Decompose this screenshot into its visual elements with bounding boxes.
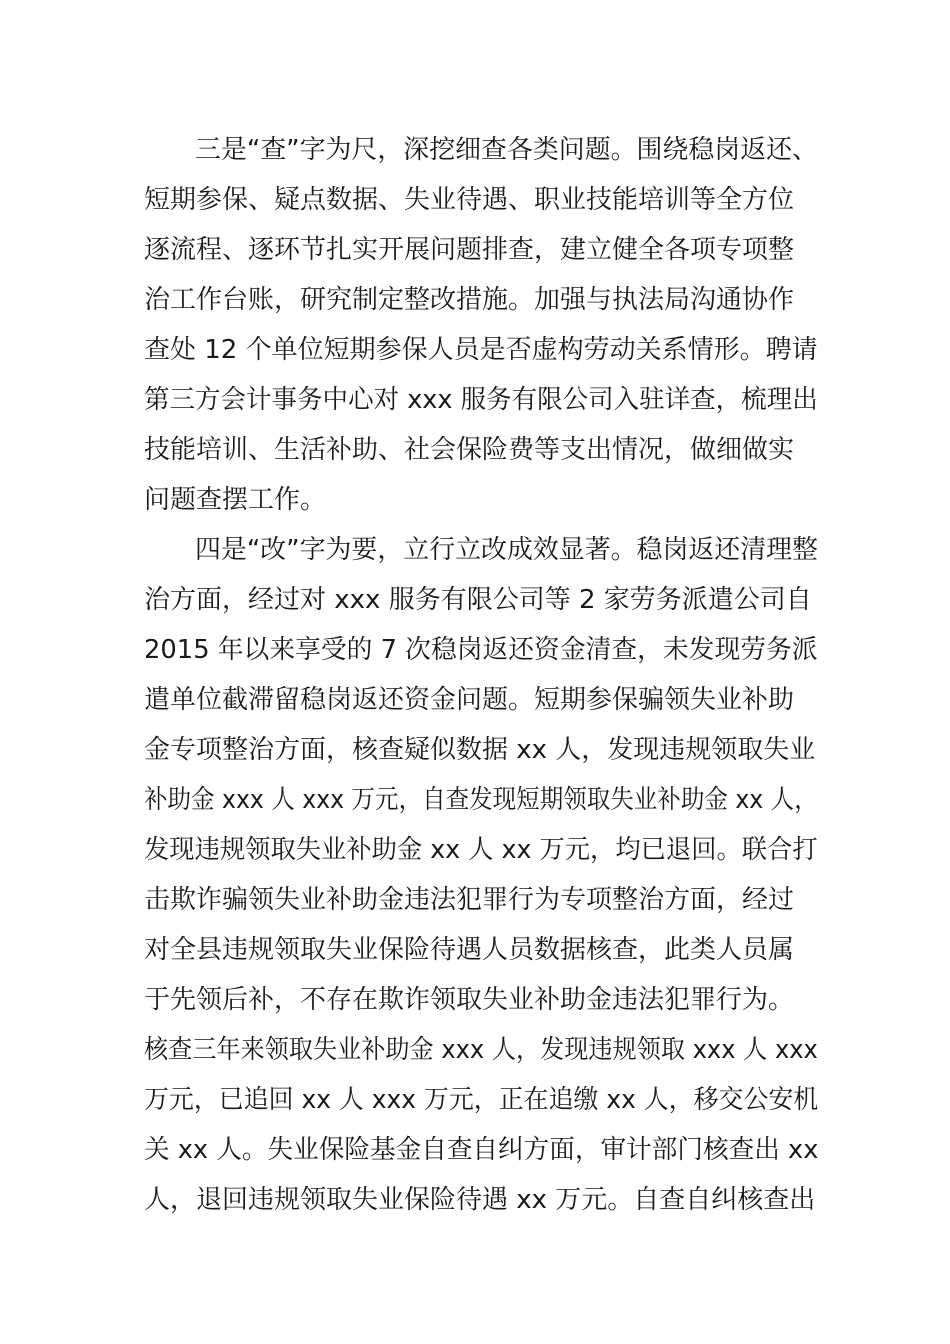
paragraph-2-line-7: 发现违规领取失业补助金 xx 人 xx 万元，均已退回。联合打 <box>144 835 818 865</box>
paragraph-1-line-6: 第三方会计事务中心对 xxx 服务有限公司入驻详查，梳理出 <box>144 385 818 415</box>
paragraph-1-line-2: 短期参保、疑点数据、失业待遇、职业技能培训等全方位 <box>144 185 795 215</box>
paragraph-2-line-5: 金专项整治方面，核查疑似数据 xx 人，发现违规领取失业 <box>144 735 816 765</box>
paragraph-2-line-12: 万元，已追回 xx 人 xxx 万元，正在追缴 xx 人，移交公安机 <box>144 1085 819 1115</box>
paragraph-2-line-8: 击欺诈骗领失业补助金违法犯罪行为专项整治方面，经过 <box>144 885 795 915</box>
paragraph-2-line-10: 于先领后补，不存在欺诈领取失业补助金违法犯罪行为。 <box>144 985 795 1015</box>
paragraph-1-line-4: 治工作台账，研究制定整改措施。加强与执法局沟通协作 <box>144 285 795 315</box>
paragraph-2-line-14: 人，退回违规领取失业保险待遇 xx 万元。自查自纠核查出 <box>144 1185 816 1215</box>
paragraph-2-line-13: 关 xx 人。失业保险基金自查自纠方面，审计部门核查出 xx <box>144 1135 819 1165</box>
paragraph-2-line-2: 治方面，经过对 xxx 服务有限公司等 2 家劳务派遣公司自 <box>144 585 812 615</box>
paragraph-1-line-3: 逐流程、逐环节扎实开展问题排查，建立健全各项专项整 <box>144 235 795 265</box>
paragraph-2-line-9: 对全县违规领取失业保险待遇人员数据核查，此类人员属 <box>144 935 795 965</box>
paragraph-1-line-7: 技能培训、生活补助、社会保险费等支出情况，做细做实 <box>144 435 795 465</box>
paragraph-2-line-6: 补助金 xxx 人 xxx 万元，自查发现短期领取失业补助金 xx 人， <box>144 785 818 815</box>
paragraph-2-line-11: 核查三年来领取失业补助金 xxx 人，发现违规领取 xxx 人 xxx <box>144 1035 818 1065</box>
paragraph-2-line-1: 四是“改”字为要，立行立改成效显著。稳岗返还清理整 <box>195 535 818 565</box>
paragraph-1-line-8: 问题查摆工作。 <box>144 485 327 515</box>
paragraph-2-line-4: 遣单位截滞留稳岗返还资金问题。短期参保骗领失业补助 <box>144 685 795 715</box>
paragraph-2-line-3: 2015 年以来享受的 7 次稳岗返还资金清查，未发现劳务派 <box>144 635 818 665</box>
paragraph-1-line-5: 查处 12 个单位短期参保人员是否虚构劳动关系情形。聘请 <box>144 335 818 365</box>
paragraph-1-line-1: 三是“查”字为尺，深挖细查各类问题。围绕稳岗返还、 <box>195 135 818 165</box>
